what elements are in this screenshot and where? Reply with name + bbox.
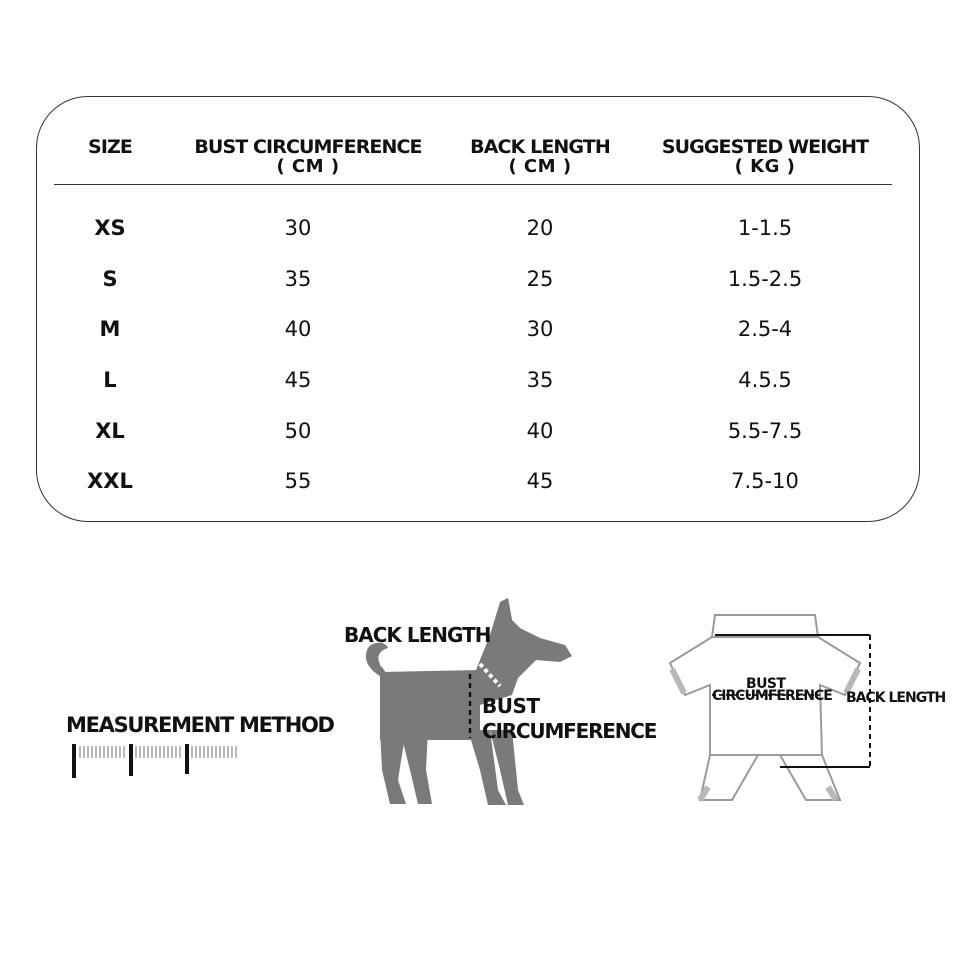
cell-back: 30	[526, 317, 554, 341]
header-bust-unit: ( CM )	[276, 156, 340, 177]
cell-weight: 1.5-2.5	[727, 267, 803, 291]
header-size	[80, 137, 140, 157]
header-bust	[188, 137, 428, 177]
cell-back: 40	[526, 419, 554, 443]
header-bust-title: BUST CIRCUMFERENCE	[194, 136, 422, 158]
cell-size: L	[103, 368, 117, 392]
cell-bust: 30	[284, 216, 312, 240]
cell-size: XS	[94, 216, 126, 240]
cell-back: 45	[526, 469, 554, 493]
cell-weight: 4.5.5	[738, 368, 792, 392]
cell-bust: 55	[284, 469, 312, 493]
cell-bust: 45	[284, 368, 312, 392]
cell-bust: 50	[284, 419, 312, 443]
shirt-back-length-label: BACK LENGTH	[846, 690, 946, 706]
cell-back: 25	[526, 267, 554, 291]
cell-bust: 40	[284, 317, 312, 341]
dog-back-length-label: BACK LENGTH	[344, 623, 491, 647]
cell-back: 35	[526, 368, 554, 392]
cell-size: XL	[95, 419, 125, 443]
shirt-bust-label-line2: CIRCUMFERENCE	[712, 688, 832, 704]
header-weight-title: SUGGESTED WEIGHT	[661, 136, 869, 158]
cell-back: 20	[526, 216, 554, 240]
measurement-method-title: MEASUREMENT METHOD	[66, 713, 334, 737]
header-back-unit: ( CM )	[508, 156, 572, 177]
header-back	[447, 137, 633, 177]
dog-bust-label-line1: BUST	[482, 694, 540, 718]
cell-size: S	[102, 267, 118, 291]
ruler-icon	[66, 740, 256, 780]
shirt-illustration	[660, 605, 890, 820]
cell-size: M	[99, 317, 121, 341]
header-weight-unit: ( KG )	[734, 156, 796, 177]
cell-weight: 2.5-4	[737, 317, 793, 341]
cell-weight: 7.5-10	[731, 469, 799, 493]
header-back-title: BACK LENGTH	[470, 136, 610, 158]
dog-bust-label-line2: CIRCUMFERENCE	[482, 719, 657, 743]
cell-bust: 35	[284, 267, 312, 291]
cell-size: XXL	[87, 469, 133, 493]
header-weight	[645, 137, 885, 177]
header-size-title: SIZE	[88, 136, 132, 158]
shirt-bust-label-line1: BUST	[746, 676, 786, 692]
header-divider	[54, 184, 892, 185]
cell-weight: 1-1.5	[737, 216, 793, 240]
cell-weight: 5.5-7.5	[727, 419, 803, 443]
